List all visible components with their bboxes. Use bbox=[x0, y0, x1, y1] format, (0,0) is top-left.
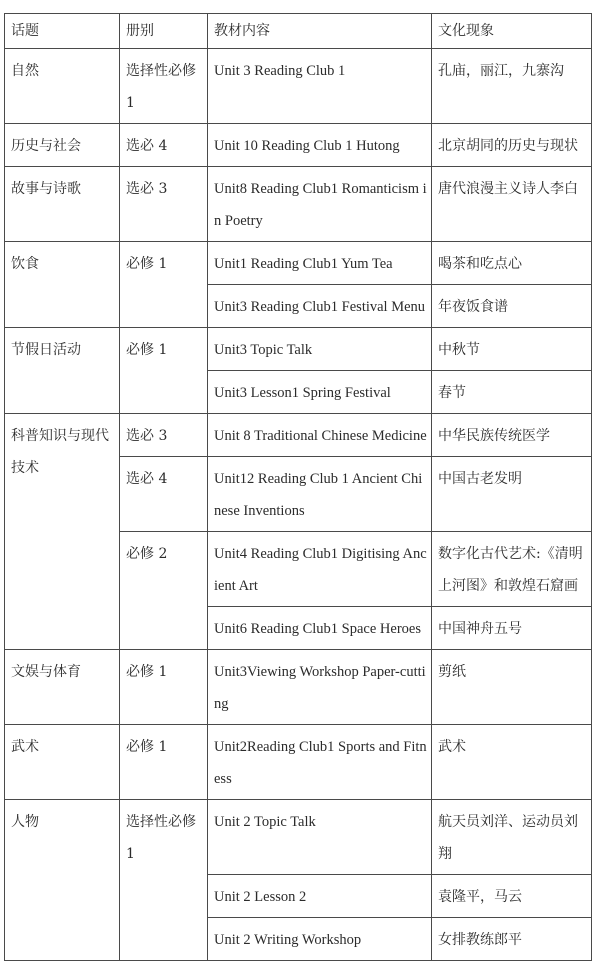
culture-cell: 中国古老发明 bbox=[432, 457, 592, 532]
culture-cell: 袁隆平，马云 bbox=[432, 875, 592, 918]
header-content: 教材内容 bbox=[208, 14, 432, 49]
book-cell: 必修 1 bbox=[120, 650, 208, 725]
culture-cell: 年夜饭食谱 bbox=[432, 285, 592, 328]
table-header bbox=[5, 14, 592, 49]
culture-cell: 春节 bbox=[432, 371, 592, 414]
table-body bbox=[5, 49, 592, 961]
culture-cell: 中国神舟五号 bbox=[432, 607, 592, 650]
book-cell: 必修 1 bbox=[120, 725, 208, 800]
header-book: 册别 bbox=[120, 14, 208, 49]
topic-cell: 武术 bbox=[5, 725, 120, 800]
content-cell: Unit3 Topic Talk bbox=[208, 328, 432, 371]
table-row bbox=[5, 650, 592, 725]
table-row bbox=[5, 725, 592, 800]
culture-cell: 中华民族传统医学 bbox=[432, 414, 592, 457]
content-cell: Unit 2 Writing Workshop bbox=[208, 918, 432, 961]
content-cell: Unit4 Reading Club1 Digitising Ancient Art bbox=[208, 532, 432, 607]
culture-cell: 航天员刘洋、运动员刘翔 bbox=[432, 800, 592, 875]
culture-cell: 剪纸 bbox=[432, 650, 592, 725]
topic-cell: 饮食 bbox=[5, 242, 120, 328]
book-cell: 必修 1 bbox=[120, 242, 208, 328]
culture-cell: 喝茶和吃点心 bbox=[432, 242, 592, 285]
content-cell: Unit3 Lesson1 Spring Festival bbox=[208, 371, 432, 414]
culture-cell: 数字化古代艺术:《清明上河图》和敦煌石窟画 bbox=[432, 532, 592, 607]
content-cell: Unit1 Reading Club1 Yum Tea bbox=[208, 242, 432, 285]
content-cell: Unit3Viewing Workshop Paper-cutting bbox=[208, 650, 432, 725]
culture-cell: 孔庙，丽江，九寨沟 bbox=[432, 49, 592, 124]
topic-cell: 自然 bbox=[5, 49, 120, 124]
header-topic: 话题 bbox=[5, 14, 120, 49]
table-row bbox=[5, 167, 592, 242]
content-cell: Unit12 Reading Club 1 Ancient Chinese Inventions bbox=[208, 457, 432, 532]
content-cell: Unit2Reading Club1 Sports and Fitness bbox=[208, 725, 432, 800]
topic-cell: 节假日活动 bbox=[5, 328, 120, 414]
table-row bbox=[5, 328, 592, 371]
content-cell: Unit 10 Reading Club 1 Hutong bbox=[208, 124, 432, 167]
content-cell: Unit 2 Topic Talk bbox=[208, 800, 432, 875]
book-cell: 选必 3 bbox=[120, 167, 208, 242]
header-culture: 文化现象 bbox=[432, 14, 592, 49]
culture-cell: 女排教练郎平 bbox=[432, 918, 592, 961]
culture-cell: 武术 bbox=[432, 725, 592, 800]
content-cell: Unit 8 Traditional Chinese Medicine bbox=[208, 414, 432, 457]
curriculum-culture-table bbox=[4, 13, 592, 961]
topic-cell: 故事与诗歌 bbox=[5, 167, 120, 242]
table-row bbox=[5, 124, 592, 167]
topic-cell: 文娱与体育 bbox=[5, 650, 120, 725]
topic-cell: 历史与社会 bbox=[5, 124, 120, 167]
book-cell: 必修 1 bbox=[120, 328, 208, 414]
topic-cell: 科普知识与现代技术 bbox=[5, 414, 120, 650]
table-row bbox=[5, 414, 592, 457]
table-row bbox=[5, 49, 592, 124]
content-cell: Unit 3 Reading Club 1 bbox=[208, 49, 432, 124]
header-row bbox=[5, 14, 592, 49]
culture-cell: 北京胡同的历史与现状 bbox=[432, 124, 592, 167]
content-cell: Unit3 Reading Club1 Festival Menu bbox=[208, 285, 432, 328]
book-cell: 必修 2 bbox=[120, 532, 208, 650]
book-cell: 选必 4 bbox=[120, 124, 208, 167]
table-row bbox=[5, 242, 592, 285]
culture-cell: 中秋节 bbox=[432, 328, 592, 371]
content-cell: Unit6 Reading Club1 Space Heroes bbox=[208, 607, 432, 650]
book-cell: 选择性必修 1 bbox=[120, 800, 208, 961]
book-cell: 选择性必修 1 bbox=[120, 49, 208, 124]
table-row bbox=[5, 800, 592, 875]
content-cell: Unit 2 Lesson 2 bbox=[208, 875, 432, 918]
book-cell: 选必 4 bbox=[120, 457, 208, 532]
book-cell: 选必 3 bbox=[120, 414, 208, 457]
content-cell: Unit8 Reading Club1 Romanticism in Poetry bbox=[208, 167, 432, 242]
culture-cell: 唐代浪漫主义诗人李白 bbox=[432, 167, 592, 242]
topic-cell: 人物 bbox=[5, 800, 120, 961]
